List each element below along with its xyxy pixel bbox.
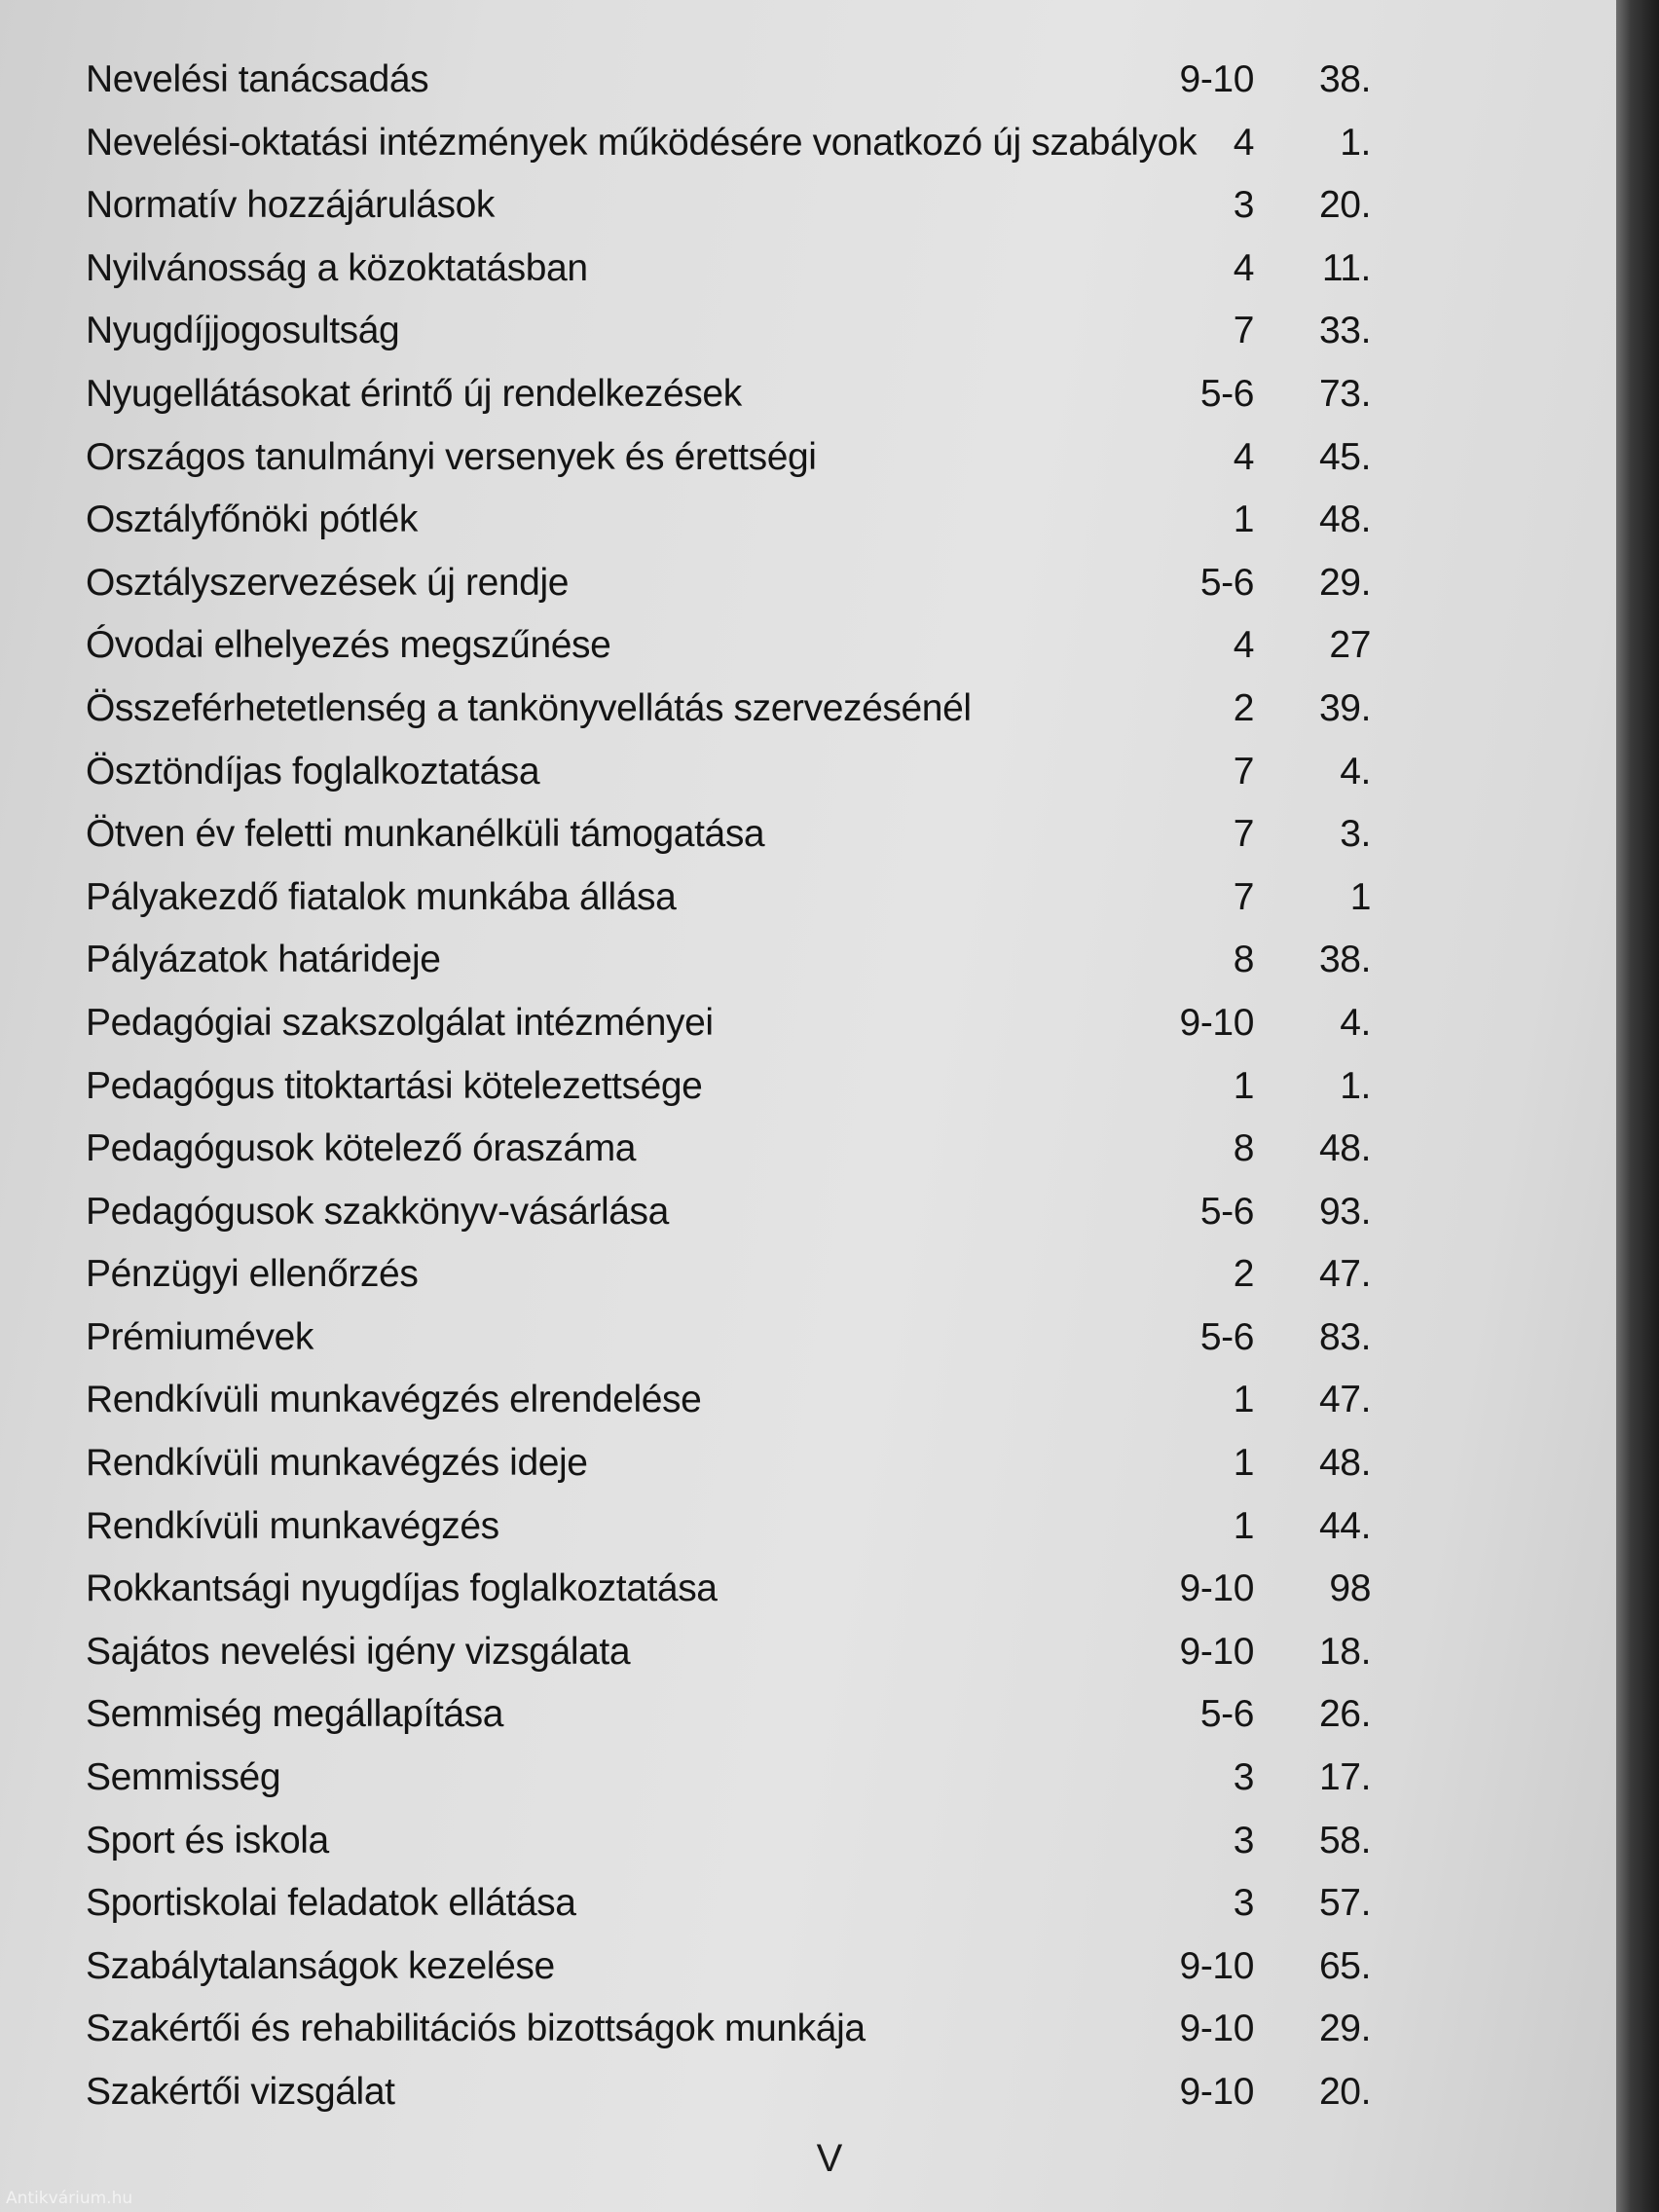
index-entry — [86, 929, 1371, 992]
index-entry — [86, 1683, 1371, 1747]
entry-issue-number: 4 — [1233, 435, 1254, 478]
index-entry — [86, 1998, 1371, 2061]
entry-term: Rendkívüli munkavégzés ideje — [86, 1442, 588, 1485]
entry-issue-number: 8 — [1233, 939, 1254, 981]
index-entry — [86, 614, 1371, 678]
index-entry — [86, 1432, 1371, 1495]
entry-term: Országos tanulmányi versenyek és érettségi — [86, 435, 817, 478]
index-entry — [86, 300, 1371, 363]
entry-issue-number: 4 — [1233, 246, 1254, 289]
entry-term: Osztályszervezések új rendje — [86, 561, 570, 604]
entry-page-number: 33. — [1318, 310, 1371, 352]
entry-issue-number: 5-6 — [1199, 1315, 1254, 1358]
index-entry — [86, 238, 1371, 301]
subject-index — [86, 49, 1371, 2124]
entry-page-number: 98 — [1329, 1567, 1371, 1610]
entry-page-number: 44. — [1318, 1504, 1371, 1547]
entry-issue-number: 5-6 — [1199, 1190, 1254, 1233]
index-entry — [86, 1181, 1371, 1244]
entry-page-number: 11. — [1321, 246, 1371, 289]
entry-term: Nevelési tanácsadás — [86, 58, 429, 100]
entry-issue-number: 1 — [1233, 1442, 1254, 1485]
entry-term: Szabálytalanságok kezelése — [86, 1944, 555, 1987]
index-entry — [86, 803, 1371, 866]
entry-issue-number: 3 — [1233, 1882, 1254, 1925]
watermark-text: Antikvárium.hu — [6, 2189, 133, 2208]
entry-term: Rendkívüli munkavégzés — [86, 1504, 499, 1547]
index-entry — [86, 1118, 1371, 1181]
entry-issue-number: 5-6 — [1199, 561, 1254, 604]
index-entry — [86, 112, 1371, 175]
entry-page-number: 58. — [1318, 1819, 1371, 1862]
entry-issue-number: 1 — [1233, 1504, 1254, 1547]
entry-term: Pénzügyi ellenőrzés — [86, 1253, 419, 1296]
entry-issue-number: 9-10 — [1179, 1944, 1254, 1987]
entry-term: Semmisség — [86, 1756, 281, 1799]
entry-term: Pedagógusok kötelező óraszáma — [86, 1127, 637, 1170]
entry-issue-number: 8 — [1233, 1127, 1254, 1170]
entry-issue-number: 1 — [1233, 1064, 1254, 1107]
entry-term: Prémiumévek — [86, 1315, 313, 1358]
entry-page-number: 93. — [1318, 1190, 1371, 1233]
entry-page-number: 83. — [1318, 1315, 1371, 1358]
entry-page-number: 26. — [1318, 1693, 1371, 1736]
entry-term: Pályázatok határideje — [86, 939, 441, 981]
index-entry — [86, 2061, 1371, 2124]
index-entry — [86, 678, 1371, 741]
entry-term: Pedagógiai szakszolgálat intézményei — [86, 1001, 714, 1044]
index-entry — [86, 1307, 1371, 1370]
entry-issue-number: 7 — [1233, 813, 1254, 856]
entry-page-number: 1 — [1349, 875, 1371, 918]
entry-issue-number: 9-10 — [1179, 2008, 1254, 2050]
entry-page-number: 29. — [1318, 2008, 1371, 2050]
entry-term: Nyugellátásokat érintő új rendelkezések — [86, 372, 742, 415]
entry-page-number: 1. — [1340, 121, 1371, 164]
entry-issue-number: 2 — [1233, 1253, 1254, 1296]
entry-issue-number: 7 — [1233, 310, 1254, 352]
entry-issue-number: 3 — [1233, 184, 1254, 227]
index-entry — [86, 1872, 1371, 1936]
index-entry — [86, 1495, 1371, 1559]
entry-page-number: 17. — [1318, 1756, 1371, 1799]
index-entry — [86, 1243, 1371, 1307]
entry-issue-number: 5-6 — [1199, 1693, 1254, 1736]
entry-issue-number: 9-10 — [1179, 1567, 1254, 1610]
entry-page-number: 38. — [1318, 58, 1371, 100]
entry-term: Rokkantsági nyugdíjas foglalkoztatása — [86, 1567, 718, 1610]
index-entry — [86, 426, 1371, 490]
entry-issue-number: 3 — [1233, 1819, 1254, 1862]
entry-page-number: 38. — [1318, 939, 1371, 981]
entry-term: Szakértői és rehabilitációs bizottságok munkája — [86, 2008, 866, 2050]
entry-page-number: 27 — [1329, 624, 1371, 667]
entry-term: Ötven év feletti munkanélküli támogatása — [86, 813, 765, 856]
index-entry — [86, 174, 1371, 238]
entry-issue-number: 9-10 — [1179, 2071, 1254, 2113]
index-entry — [86, 1621, 1371, 1684]
entry-term: Osztályfőnöki pótlék — [86, 498, 419, 541]
entry-issue-number: 3 — [1233, 1756, 1254, 1799]
entry-page-number: 73. — [1318, 372, 1371, 415]
entry-term: Nyilvánosság a közoktatásban — [86, 246, 588, 289]
entry-term: Sportiskolai feladatok ellátása — [86, 1882, 576, 1925]
entry-term: Semmiség megállapítása — [86, 1693, 504, 1736]
entry-issue-number: 9-10 — [1179, 58, 1254, 100]
entry-term: Sajátos nevelési igény vizsgálata — [86, 1630, 631, 1673]
entry-issue-number: 4 — [1233, 624, 1254, 667]
entry-page-number: 18. — [1318, 1630, 1371, 1673]
entry-page-number: 1. — [1340, 1064, 1371, 1107]
index-entry — [86, 1055, 1371, 1119]
entry-term: Rendkívüli munkavégzés elrendelése — [86, 1379, 702, 1421]
entry-page-number: 4. — [1340, 750, 1371, 793]
index-entry — [86, 992, 1371, 1055]
entry-page-number: 3. — [1340, 813, 1371, 856]
entry-term: Nevelési-oktatási intézmények működésére vonatkozó új szabályok — [86, 121, 1198, 164]
index-entry — [86, 1810, 1371, 1873]
entry-page-number: 57. — [1318, 1882, 1371, 1925]
entry-page-number: 65. — [1318, 1944, 1371, 1987]
entry-issue-number: 7 — [1233, 875, 1254, 918]
entry-term: Összeférhetetlenség a tankönyvellátás szervezésénél — [86, 686, 972, 729]
entry-page-number: 20. — [1318, 2071, 1371, 2113]
entry-page-number: 48. — [1318, 1442, 1371, 1485]
entry-issue-number: 2 — [1233, 686, 1254, 729]
entry-issue-number: 5-6 — [1199, 372, 1254, 415]
index-entry — [86, 49, 1371, 112]
entry-term: Szakértői vizsgálat — [86, 2071, 395, 2113]
index-entry — [86, 1369, 1371, 1432]
index-entry — [86, 1558, 1371, 1621]
entry-term: Pedagógusok szakkönyv-vásárlása — [86, 1190, 669, 1233]
index-entry — [86, 489, 1371, 552]
entry-issue-number: 1 — [1233, 1379, 1254, 1421]
page-number: V — [816, 2137, 843, 2180]
entry-term: Óvodai elhelyezés megszűnése — [86, 624, 611, 667]
entry-page-number: 20. — [1318, 184, 1371, 227]
entry-issue-number: 9-10 — [1179, 1001, 1254, 1044]
entry-term: Ösztöndíjas foglalkoztatása — [86, 750, 540, 793]
entry-issue-number: 7 — [1233, 750, 1254, 793]
entry-page-number: 45. — [1318, 435, 1371, 478]
entry-page-number: 48. — [1318, 498, 1371, 541]
entry-issue-number: 9-10 — [1179, 1630, 1254, 1673]
entry-page-number: 47. — [1318, 1379, 1371, 1421]
entry-term: Normatív hozzájárulások — [86, 184, 495, 227]
index-entry — [86, 741, 1371, 804]
index-entry — [86, 1936, 1371, 1999]
index-entry — [86, 1747, 1371, 1810]
book-spine-shadow — [1616, 0, 1659, 2212]
index-entry — [86, 552, 1371, 615]
entry-term: Pedagógus titoktartási kötelezettsége — [86, 1064, 703, 1107]
entry-issue-number: 4 — [1233, 121, 1254, 164]
entry-page-number: 29. — [1318, 561, 1371, 604]
entry-term: Nyugdíjjogosultság — [86, 310, 400, 352]
entry-term: Sport és iskola — [86, 1819, 329, 1862]
entry-page-number: 39. — [1318, 686, 1371, 729]
entry-page-number: 48. — [1318, 1127, 1371, 1170]
index-entry — [86, 866, 1371, 930]
entry-issue-number: 1 — [1233, 498, 1254, 541]
index-entry — [86, 363, 1371, 426]
entry-term: Pályakezdő fiatalok munkába állása — [86, 875, 677, 918]
entry-page-number: 4. — [1340, 1001, 1371, 1044]
entry-page-number: 47. — [1318, 1253, 1371, 1296]
